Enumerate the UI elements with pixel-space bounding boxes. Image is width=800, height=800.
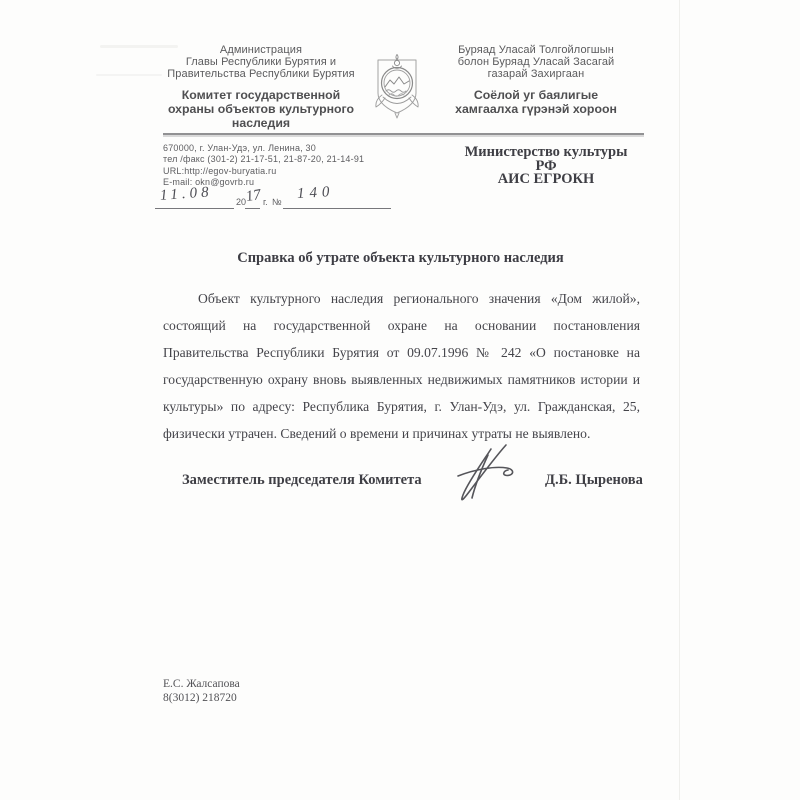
org-left-admin bbox=[161, 44, 361, 81]
dateline bbox=[150, 184, 410, 214]
year-underline bbox=[245, 207, 260, 209]
org-right-line: газарай Захиргаан bbox=[487, 68, 585, 81]
recipient-ministry: Министерство культуры РФ bbox=[464, 144, 628, 174]
document-title: Справка об утрате объекта культурного наследия bbox=[237, 250, 564, 266]
buryatia-coat-of-arms-icon bbox=[372, 53, 422, 125]
org-right-committee-line: хамгаалха гүрэнэй хороон bbox=[455, 101, 617, 116]
org-right-admin bbox=[436, 44, 636, 81]
contact-phone: тел /факс (301-2) 21-17-51, 21-87-20, 21-14-91 bbox=[163, 154, 365, 165]
org-right-line: Буряад Уласай Толгойлогшын bbox=[458, 44, 614, 56]
org-left-line: Правительства Республики Бурятия bbox=[167, 68, 355, 81]
printed-century: 20 bbox=[236, 197, 247, 207]
signatory-name: Д.Б. Цыренова bbox=[545, 472, 643, 488]
letterhead-divider bbox=[163, 133, 644, 137]
body-line: Правительства Республики Бурятия от 09.07.1996 № 242 «О постановке на bbox=[163, 345, 640, 360]
scan-edge-line bbox=[679, 0, 680, 800]
body-line: государственную охрану вновь выявленных недвижимых памятников истории и bbox=[163, 372, 640, 387]
recipient-system: АИС ЕГРОКН bbox=[497, 171, 595, 187]
contact-block bbox=[163, 143, 364, 189]
scan-streak bbox=[96, 74, 162, 76]
org-left-committee-line: охраны объектов культурного bbox=[167, 101, 355, 116]
body-line: физически утрачен. Сведений о времени и причинах утраты не выявлено. bbox=[163, 426, 591, 441]
handwritten-number: 140 bbox=[296, 184, 335, 202]
body-line: состоящий на государственной охране на основании постановления bbox=[163, 318, 640, 333]
org-left-committee bbox=[161, 88, 361, 130]
org-left-line: Администрация bbox=[219, 44, 303, 56]
contact-address: 670000, г. Улан-Удэ, ул. Ленина, 30 bbox=[163, 143, 316, 153]
handwritten-date: 11.08 bbox=[159, 184, 214, 204]
signature-scribble-icon bbox=[449, 442, 521, 513]
org-left-line: Главы Республики Бурятия и bbox=[185, 56, 337, 69]
executor-name: Е.С. Жалсапова bbox=[163, 678, 240, 690]
org-left-committee-line: наследия bbox=[231, 115, 291, 130]
signatory-position: Заместитель председателя Комитета bbox=[182, 472, 422, 488]
org-block-left bbox=[161, 44, 361, 130]
org-right-committee bbox=[436, 88, 636, 116]
org-block-right bbox=[436, 44, 636, 116]
handwritten-year: 17 bbox=[244, 186, 263, 206]
printed-number-sign: № bbox=[272, 197, 282, 207]
printed-year-suffix: г. bbox=[263, 197, 268, 207]
number-underline bbox=[283, 207, 391, 209]
org-right-committee-line: Соёлой уг баялигые bbox=[473, 87, 599, 102]
contact-email: E-mail: okn@govrb.ru bbox=[163, 177, 255, 188]
org-left-committee-line: Комитет государственной bbox=[181, 87, 341, 102]
document-body bbox=[163, 285, 640, 447]
recipient-block bbox=[455, 146, 637, 187]
executor-block bbox=[163, 677, 240, 705]
executor-phone: 8(3012) 218720 bbox=[163, 692, 237, 704]
org-right-line: болон Буряад Уласай Засагай bbox=[457, 56, 615, 69]
date-underline bbox=[155, 207, 234, 209]
body-line: культуры» по адресу: Республика Бурятия, г. Улан-Удэ, ул. Гражданская, 25, bbox=[163, 399, 640, 414]
contact-url: URL:http://egov-buryatia.ru bbox=[163, 165, 277, 176]
body-line: Объект культурного наследия регионального значения «Дом жилой», bbox=[198, 291, 640, 306]
